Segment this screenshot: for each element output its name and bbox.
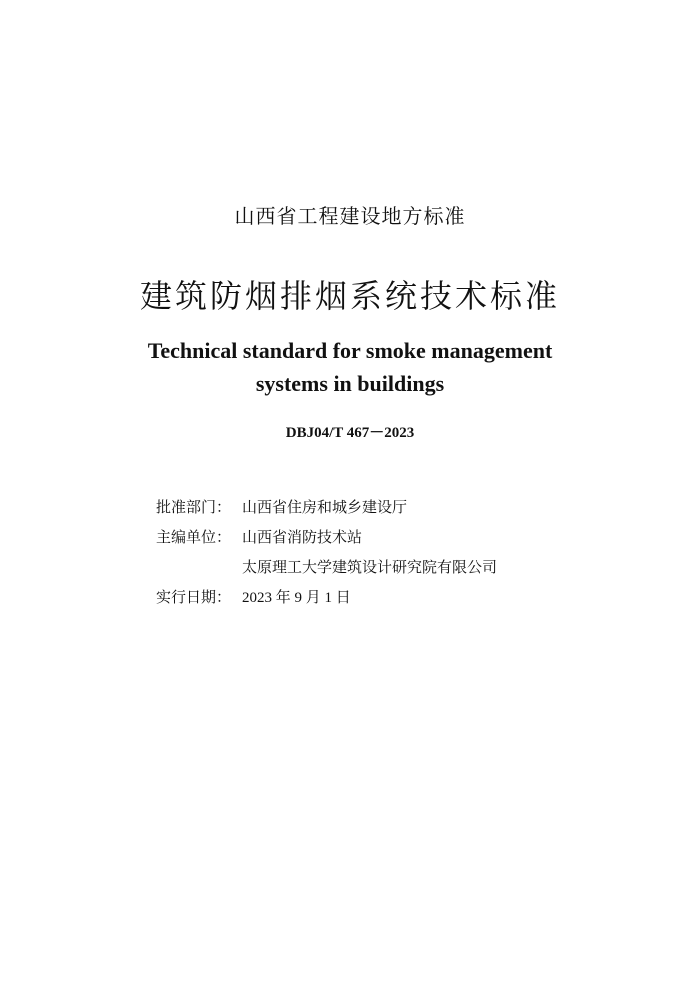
editor-label-spacer (156, 553, 242, 583)
approval-value: 山西省住房和城乡建设厅 (242, 500, 408, 516)
editor-value-2: 太原理工大学建筑设计研究院有限公司 (242, 560, 498, 576)
effective-value: 2023 年 9 月 1 日 (242, 590, 351, 606)
publication-info (156, 493, 497, 613)
effective-label: 实行日期： (156, 590, 232, 606)
editor-row (156, 523, 497, 553)
title-english-line-1: Technical standard for smoke management (147, 338, 553, 363)
title-english (0, 334, 700, 400)
approval-label: 批准部门： (156, 500, 232, 516)
editor-value-1: 山西省消防技术站 (242, 530, 363, 546)
approval-row (156, 493, 497, 523)
title-english-line-2: systems in buildings (255, 371, 445, 396)
editor-label: 主编单位： (156, 530, 232, 546)
standard-type: 山西省工程建设地方标准 (234, 204, 466, 228)
standard-code: DBJ04/T 467－2023 (285, 425, 415, 441)
effective-row (156, 583, 497, 613)
title-chinese: 建筑防烟排烟系统技术标准 (139, 277, 560, 315)
editor-row-2 (156, 553, 497, 583)
